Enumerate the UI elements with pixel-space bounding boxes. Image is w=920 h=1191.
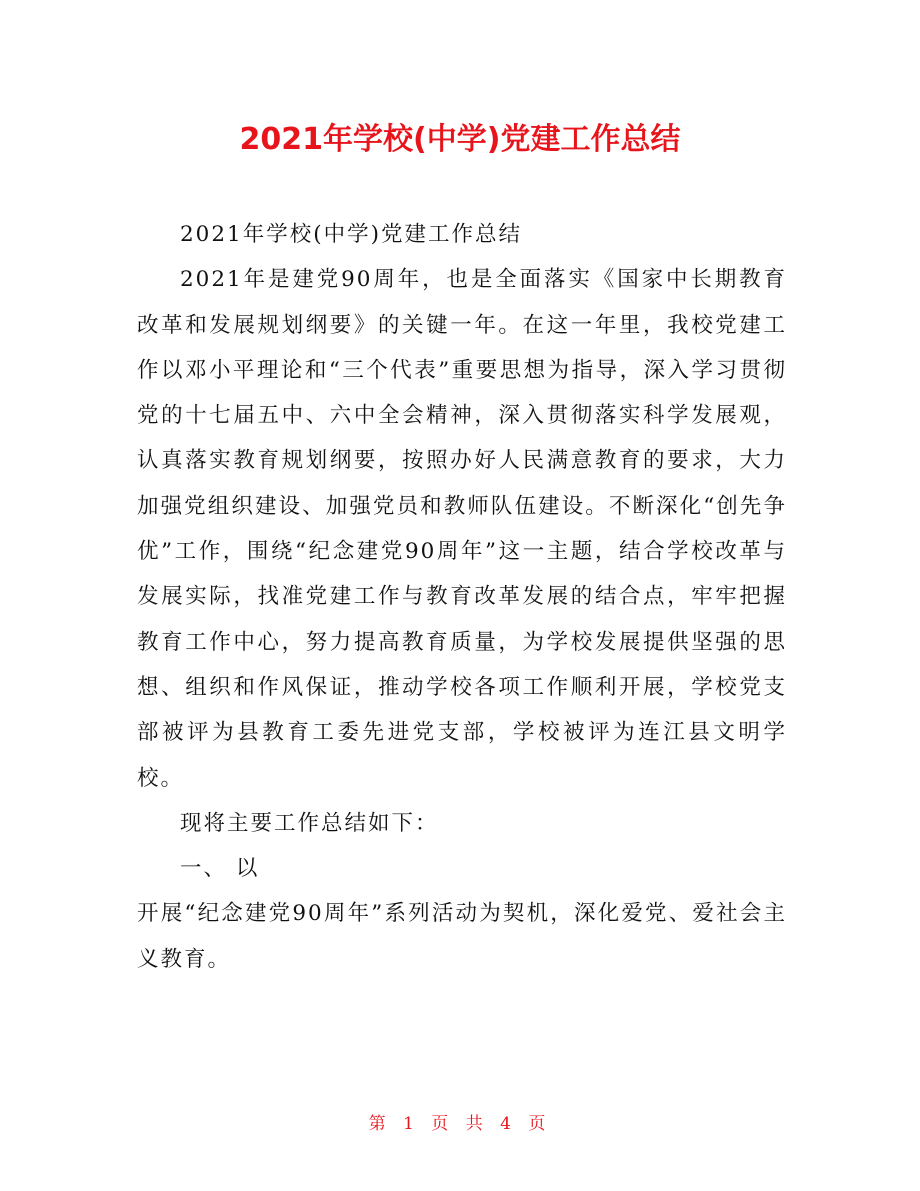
document-body [137,212,787,982]
paragraph-section-body: 开展“纪念建党90周年”系列活动为契机，深化爱党、爱社会主义教育。 [137,901,787,972]
page-number-footer: 第 1 页 共 4 页 [368,1114,552,1134]
paragraph-summary-lead: 现将主要工作总结如下： [180,810,439,836]
paragraph-section-heading: 一、 以 [180,856,260,882]
document-title: 2021年学校(中学)党建工作总结 [239,122,681,157]
paragraph-subtitle: 2021年学校(中学)党建工作总结 [180,222,522,247]
paragraph-intro: 2021年是建党90周年，也是全面落实《国家中长期教育改革和发展规划纲要》的关键一年。在这一年里，我校党建工作以邓小平理论和“三个代表”重要思想为指导，深入学习贯彻党的十七届五中、六中全会精神，深入贯彻落实科学发展观，认真落实教育规划纲要，按照办好人民满意教育的要求，大力加强党组织建设、加强党员和教师队伍建设。不断深化“创先争优”工作，围绕“纪念建党90周年”这一主题，结合学校改革与发展实际，找准党建工作与教育改革发展的结合点，牢牢把握教育工作中心，努力提高教育质量，为学校发展提供坚强的思想、组织和作风保证，推动学校各项工作顺利开展，学校党支部被评为县教育工委先进党支部，学校被评为连江县文明学校。 [137,267,787,791]
